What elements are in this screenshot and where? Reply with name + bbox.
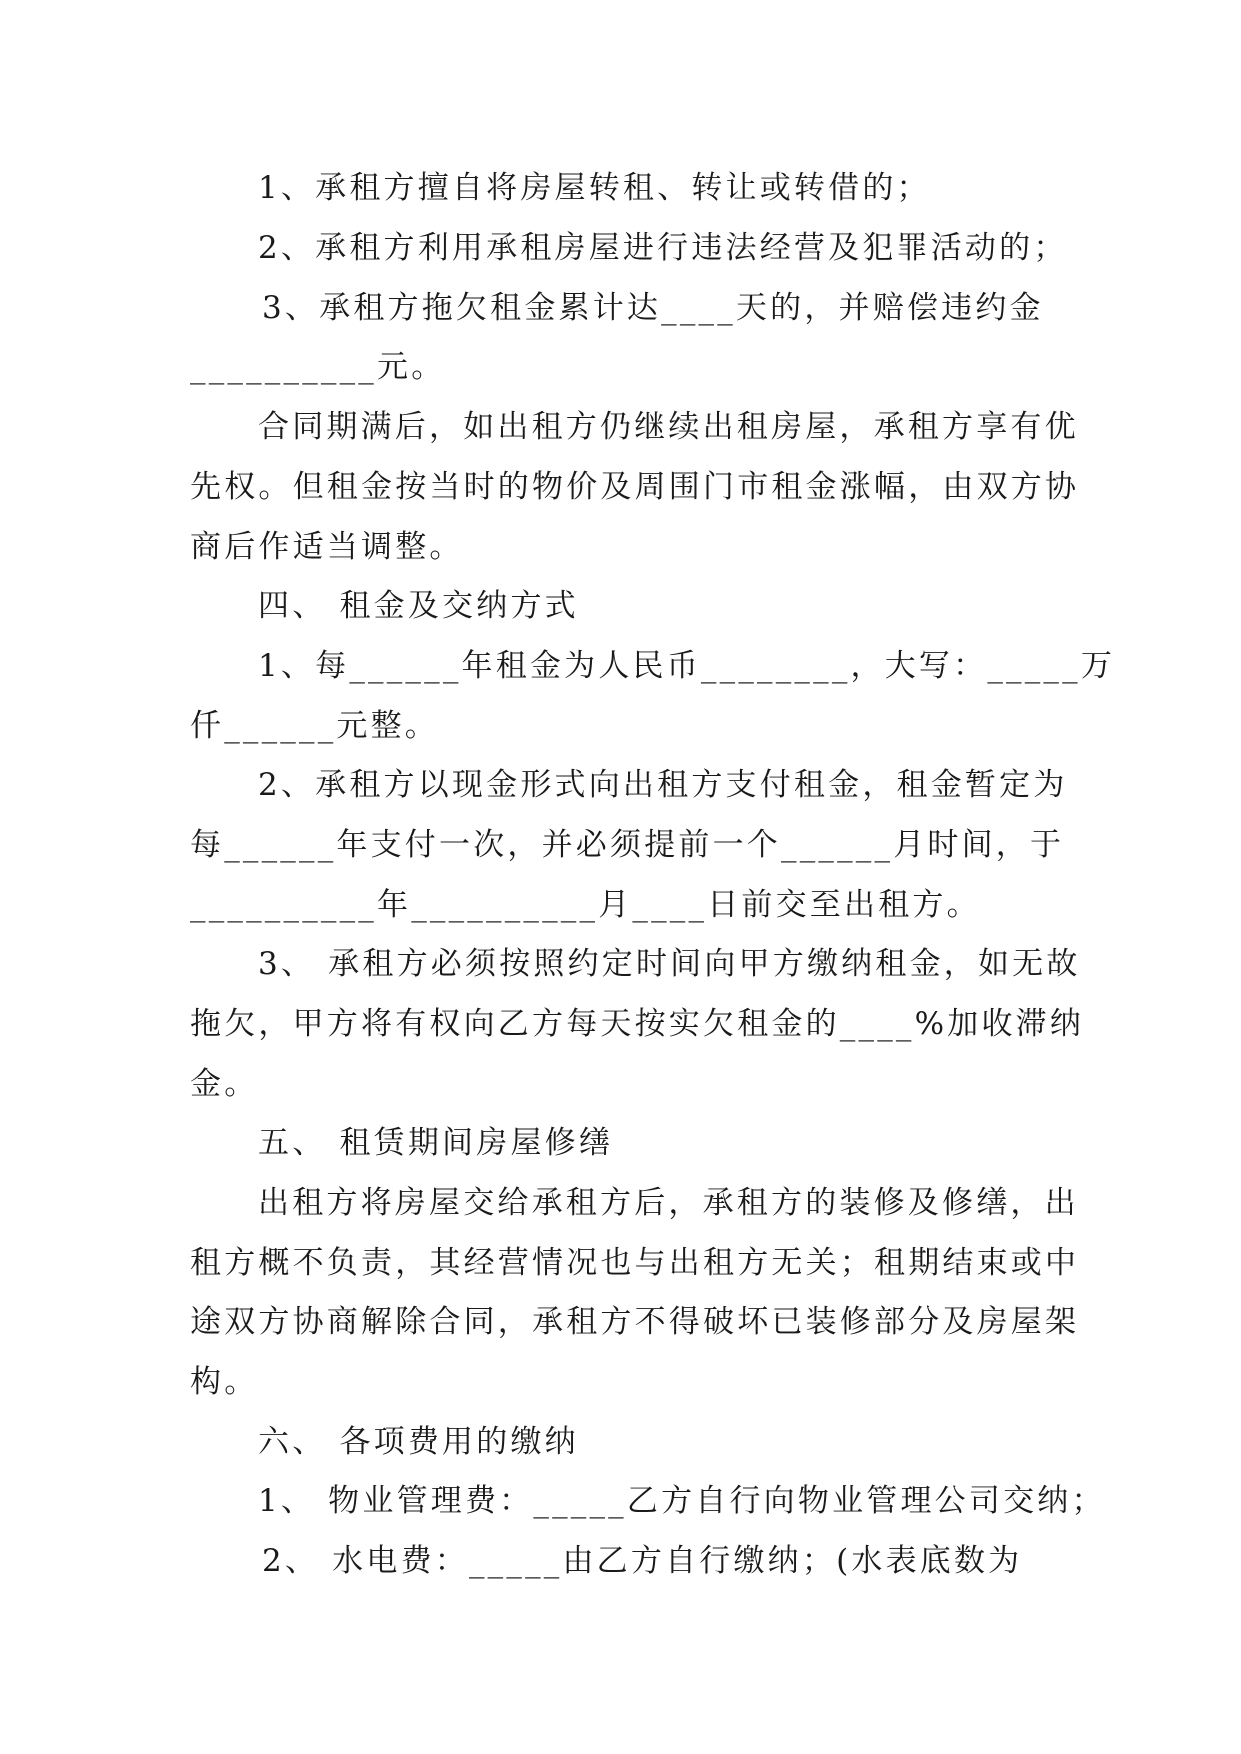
rent-line-8: 金。 xyxy=(190,1066,259,1102)
rent-line-1: 1、每______年租金为人民币________，大写：_____万 xyxy=(258,648,1116,684)
clause-line-1: 1、承租方擅自将房屋转租、转让或转借的； xyxy=(258,170,931,206)
clause-line-4: __________元。 xyxy=(190,349,446,385)
paragraph-line-1: 合同期满后，如出租方仍继续出租房屋，承租方享有优 xyxy=(258,409,1079,445)
paragraph-line-3: 商后作适当调整。 xyxy=(190,529,464,565)
fees-line-1: 1、 物业管理费：_____乙方自行向物业管理公司交纳； xyxy=(258,1483,1106,1519)
rent-line-7: 拖欠，甲方将有权向乙方每天按实欠租金的____%加收滞纳 xyxy=(190,1006,1085,1042)
section-heading-4: 四、 租金及交纳方式 xyxy=(258,588,579,624)
section-heading-6: 六、 各项费用的缴纳 xyxy=(258,1424,579,1460)
rent-line-2: 仟______元整。 xyxy=(190,708,439,744)
rent-line-4: 每______年支付一次，并必须提前一个______月时间，于 xyxy=(190,827,1065,863)
repair-line-3: 途双方协商解除合同，承租方不得破坏已装修部分及房屋架 xyxy=(190,1304,1080,1340)
rent-line-6: 3、 承租方必须按照约定时间向甲方缴纳租金，如无故 xyxy=(258,946,1081,982)
fees-line-2: 2、 水电费：_____由乙方自行缴纳；(水表底数为 xyxy=(262,1543,1023,1579)
rent-line-5: __________年__________月____日前交至出租方。 xyxy=(190,887,981,923)
clause-line-3: 3、承租方拖欠租金累计达____天的，并赔偿违约金 xyxy=(262,290,1044,326)
repair-line-2: 租方概不负责，其经营情况也与出租方无关；租期结束或中 xyxy=(190,1245,1080,1281)
paragraph-line-2: 先权。但租金按当时的物价及周围门市租金涨幅，由双方协 xyxy=(190,469,1080,505)
repair-line-1: 出租方将房屋交给承租方后，承租方的装修及修缮，出 xyxy=(258,1185,1079,1221)
section-heading-5: 五、 租赁期间房屋修缮 xyxy=(258,1125,614,1161)
repair-line-4: 构。 xyxy=(190,1364,259,1400)
clause-line-2: 2、承租方利用承租房屋进行违法经营及犯罪活动的； xyxy=(258,230,1068,266)
rent-line-3: 2、承租方以现金形式向出租方支付租金，租金暂定为 xyxy=(258,767,1068,803)
